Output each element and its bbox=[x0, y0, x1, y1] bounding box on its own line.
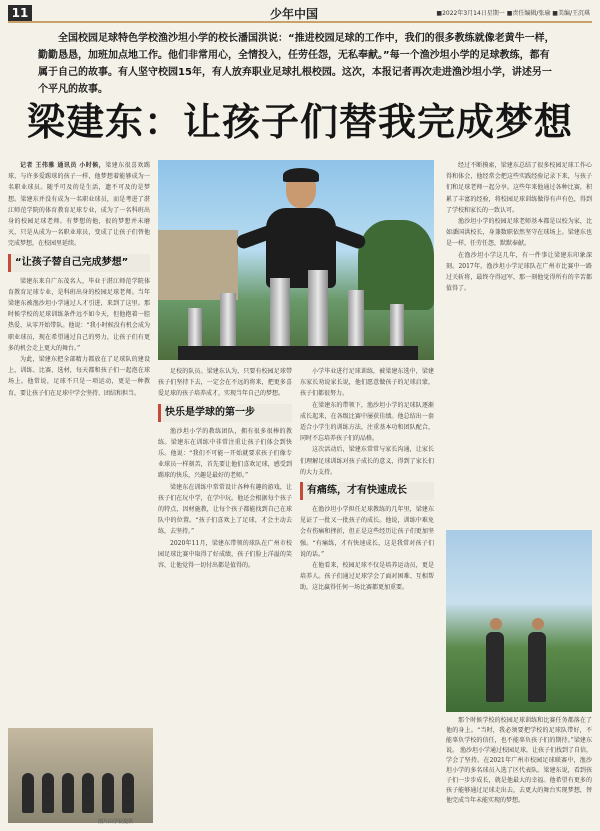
trophy-icon bbox=[220, 293, 236, 348]
child-figure bbox=[82, 773, 94, 813]
paragraph: 为此，梁建东把全部精力都放在了足球队的建设上，训练、比赛、选材，每天都和孩子们一起泡在球场上。他常说，足球不只是一项运动，更是一种教育，要让孩子们在足球中学会坚持、团结和担当。 bbox=[8, 356, 150, 397]
child-figure bbox=[102, 773, 114, 813]
building-shape bbox=[158, 230, 238, 300]
subheading: 快乐是学球的第一步 bbox=[158, 404, 292, 422]
column-3 bbox=[300, 366, 434, 826]
subheading: 有痛练，才有快速成长 bbox=[300, 482, 434, 500]
paragraph: 渔沙坦小学通过校园足球，让孩子们找到了自信，学会了坚持。在2021年广州市校园足球联赛中，渔沙坦小学的多名球员入选了区代表队。梁建东说，看到孩子们一步步成长，就是他最大的幸福。他希望有更多的孩子能够通过足球走出去，去更大的舞台实现梦想，替他完成当年未能实现的梦想。 bbox=[446, 747, 592, 804]
trophy-icon bbox=[308, 270, 328, 348]
paragraph: 梁建东在训练中常常设计各种有趣的游戏，让孩子们在玩中学，在学中玩。他还会根据每个孩子的特点，因材施教，让每个孩子都能找到自己在球队中的位置。“孩子们喜欢上了足球，才会主动去练，去坚持。” bbox=[158, 483, 292, 536]
headline: 梁建东：让孩子们替我完成梦想 bbox=[26, 100, 573, 144]
child-head bbox=[532, 618, 544, 630]
paragraph: 在他看来，校园足球不仅是培养运动员，更是培养人。孩子们通过足球学会了面对困难、互相帮助，这比赢得任何一场比赛都更加重要。 bbox=[300, 562, 434, 592]
column-4-continued bbox=[446, 716, 592, 824]
photo-credit: 图片由学校提供 bbox=[98, 819, 134, 825]
trophy-icon bbox=[270, 278, 290, 348]
cap-shape bbox=[283, 168, 319, 182]
article-body bbox=[8, 160, 592, 825]
paragraph: 梁建东来自广东茂名人，毕业于湛江师范学院体育教育足球专业，是科班出身的校园足球老师。当年梁建东被渔沙坦小学通过人才引进，来到了这里。那时候学校的足球训练条件远不如今天，但他抱着一腔热爱，从零开始带队。他说：“我小时候没有机会成为职业球员，现在希望通过自己的努力，让孩子们有更多的机会走上更大的舞台。” bbox=[8, 277, 150, 352]
paragraph: 小学毕业进行足球训练，被梁建东选中，梁建东家长劝说家长说，他们愿意做孩子的足球启蒙，孩子们都很努力。 bbox=[300, 368, 434, 398]
trophy-icon bbox=[188, 308, 202, 348]
paragraph: 渔沙坦小学的校园足球老师基本都是以校为家，比如潘国洪校长，身兼数职依然坚守在球场上。梁建东也是一样，任劳任怨，默默奉献。 bbox=[446, 218, 592, 248]
column-2 bbox=[158, 366, 292, 826]
paragraph: 渔沙坦小学的教练团队，拥有很多很棒的教练。梁建东在训练中非常注重让孩子们体会到快乐。他说：“我们不可能一开始就要求孩子们像专业球员一样刻苦，首先要让他们喜欢足球，感受到踢球的快乐，兴趣是最好的老师。” bbox=[158, 427, 292, 480]
child-figure bbox=[42, 773, 54, 813]
paragraph: 那个时候学校的校园足球训练和比赛任务都落在了他的身上。“当时，我必须要把学校的足球队带好，不能辜负学校的信任，也不能辜负孩子们的期待。”梁建东说。 bbox=[446, 717, 592, 754]
team-group-photo bbox=[8, 728, 153, 823]
paragraph: 经过不断摸索，梁建东总结了很多校园足球工作心得和体会，他经常会把这些实践经验记录下来，与孩子们和足球老师一起分享。这些年来他通过各种比赛，积累了丰富的经验，将校园足球训练做得有声有色，得到了学校和家长的一致认可。 bbox=[446, 162, 592, 214]
paragraph: 这次活动后，梁建东常常与家长沟通，让家长们理解足球训练对孩子成长的意义，得到了家长们的大力支持。 bbox=[300, 446, 434, 476]
child-head bbox=[490, 618, 502, 630]
child-figure bbox=[528, 632, 546, 702]
trophy-icon bbox=[390, 304, 404, 348]
child-figure bbox=[22, 773, 34, 813]
team-training-photo bbox=[446, 530, 592, 712]
trophy-icon bbox=[348, 290, 364, 348]
tree-shape bbox=[358, 220, 434, 310]
trophy-table bbox=[178, 346, 418, 360]
page-header bbox=[8, 5, 592, 23]
column-1 bbox=[8, 160, 150, 720]
paragraph: 足校的队员。梁建东认为，只要有校园足球带孩子们坚持下去，一定会在不远的将来，把更多喜爱足球的孩子培养成才，实现当年自己的梦想。 bbox=[158, 368, 292, 398]
paragraph: 2020年11月，梁建东带领的球队在广州市校园足球比赛中取得了好成绩，孩子们脸上洋溢的笑容，让他觉得一切付出都是值得的。 bbox=[158, 539, 292, 570]
page-number: 11 bbox=[8, 5, 32, 21]
paragraph: 梁建东很喜欢踢球，与许多爱踢球的孩子一样，他梦想着能够成为一名职业球员。随乎可及的是生活，遗不可及的是梦想。梁建东并没有成为一名职业球员，而是考进了湛江师范学院的体育教育足球专业，成为了一名科班出身的校园足球老师。有梦想的他，很的梦想并未磨灭，只是从成为一名职业球员，变成了让孩子们替他完成梦想，在校园里延续。 bbox=[8, 162, 150, 248]
child-figure bbox=[62, 773, 74, 813]
section-title: 少年中国 bbox=[270, 7, 319, 21]
column-4 bbox=[446, 160, 592, 525]
coach-trophies-photo bbox=[158, 160, 434, 360]
byline: 记者 王伟雅 通讯员 小时候， bbox=[20, 162, 106, 169]
lead-paragraph: 全国校园足球特色学校渔沙坦小学的校长潘国洪说：“推进校园足球的工作中，我们的很多教练就像老黄牛一样，勤勤恳恳，加班加点地工作。他们非常用心，全情投入，任劳任怨，无私奉献。”每一个渔沙坦小学的足球教练，都有属于自己的故事。有人坚守校园15年，有人放弃职业足球扎根校园。这次，本报记者再次走进渔沙坦小学，讲述另一个平凡的故事。 bbox=[38, 33, 555, 95]
child-figure bbox=[122, 773, 134, 813]
paragraph: 在梁建东的带领下，渔沙坦小学的足球队逐渐成长起来，在各级比赛中屡获佳绩。他总结出一套适合小学生的训练方法，注重基本功和团队配合，同时不忘培养孩子们的品格。 bbox=[300, 401, 434, 443]
child-figure bbox=[486, 632, 504, 702]
subheading: “让孩子替自己完成梦想” bbox=[8, 254, 150, 272]
paragraph: 在渔沙坦小学这几年，有一件事让梁建东印象深刻。2017年，渔沙坦小学足球队在广州市比赛中一路过关斩将，最终夺得冠军，那一刻他觉得所有的辛苦都值得了。 bbox=[446, 251, 592, 293]
dateline: ■2022年3月14日星期一 ■责任编辑/张瑜 ■美编/王沉琪 bbox=[436, 10, 590, 17]
paragraph: 在渔沙坦小学担任足球教练的几年里，梁建东见证了一批又一批孩子的成长。他说，训练中难免会有伤痛和挫折，但正是这些经历让孩子们更加坚强。“有痛练，才有快速成长，这是我常对孩子们说的话。” bbox=[300, 506, 434, 558]
